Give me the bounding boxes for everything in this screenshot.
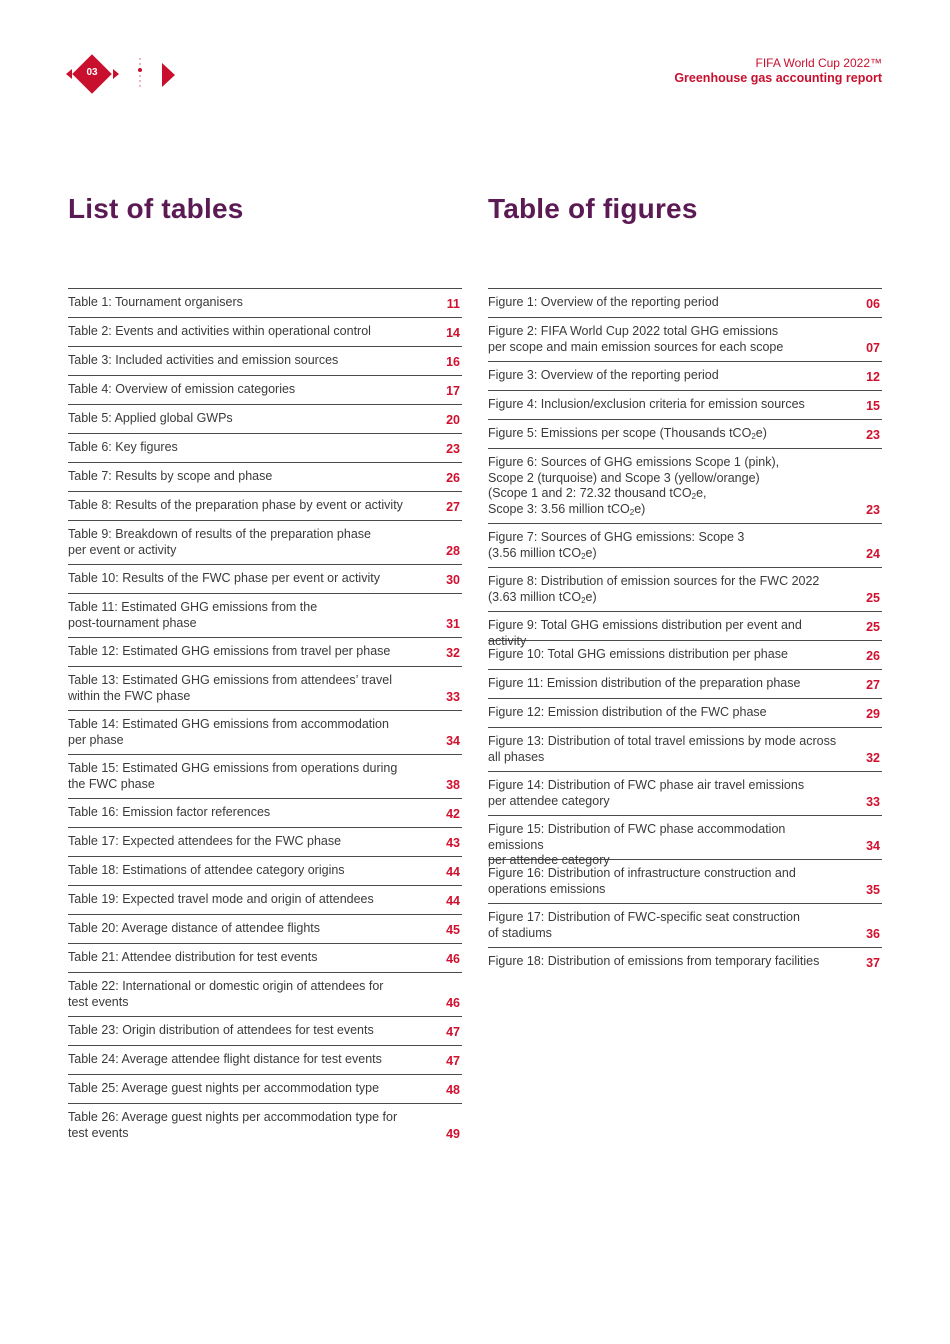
figure-entry-page[interactable]: 37 xyxy=(866,955,880,970)
figure-entry-page[interactable]: 06 xyxy=(866,296,880,311)
figure-entry-page[interactable]: 29 xyxy=(866,706,880,721)
table-entry-label xyxy=(68,857,462,885)
label-text: Table 20: Average distance of attendee flights xyxy=(68,921,321,935)
figure-entry-label xyxy=(488,904,882,947)
figure-entry[interactable] xyxy=(488,318,882,362)
label-text: test events xyxy=(68,1125,129,1140)
figure-entry[interactable] xyxy=(488,699,882,728)
label-text: Figure 6: Sources of GHG emissions Scope 1 (pink), xyxy=(488,455,780,469)
table-entry-label xyxy=(68,318,462,346)
table-entry[interactable] xyxy=(68,1046,462,1075)
table-entry[interactable] xyxy=(68,1104,462,1147)
figure-entry[interactable] xyxy=(488,904,882,948)
table-entry-label xyxy=(68,463,462,491)
table-entry-label xyxy=(68,376,462,404)
figure-entry[interactable] xyxy=(488,524,882,568)
table-entry[interactable] xyxy=(68,405,462,434)
label-text: Table 18: Estimations of attendee category origins xyxy=(68,863,345,877)
label-text: Table 15: Estimated GHG emissions from operations during xyxy=(68,761,398,775)
label-text: Table 16: Emission factor references xyxy=(68,805,271,819)
figure-entry[interactable] xyxy=(488,728,882,772)
label-text: Figure 9: Total GHG emissions distribution per event and activity xyxy=(488,618,802,648)
next-arrow-icon[interactable] xyxy=(113,69,119,79)
prev-arrow-icon[interactable] xyxy=(66,69,72,79)
table-entry[interactable] xyxy=(68,857,462,886)
label-text: e) xyxy=(585,589,597,604)
table-entry[interactable] xyxy=(68,347,462,376)
label-text: Table 3: Included activities and emission sources xyxy=(68,353,339,367)
figure-entry-page[interactable]: 36 xyxy=(866,926,880,941)
label-text: (3.63 million tCO xyxy=(488,589,582,604)
subscript: 2 xyxy=(581,595,586,605)
table-entry[interactable] xyxy=(68,434,462,463)
table-entry[interactable] xyxy=(68,638,462,667)
table-entry-page[interactable]: 47 xyxy=(446,1024,460,1039)
figure-entry[interactable] xyxy=(488,289,882,318)
table-entry[interactable] xyxy=(68,463,462,492)
table-entry-label xyxy=(68,711,462,754)
table-entry-page[interactable]: 26 xyxy=(446,470,460,485)
table-entry-label xyxy=(68,347,462,375)
table-entry-page[interactable]: 17 xyxy=(446,383,460,398)
label-text: Table 7: Results by scope and phase xyxy=(68,469,273,483)
figure-entry[interactable] xyxy=(488,568,882,612)
table-entry[interactable] xyxy=(68,755,462,799)
figure-entry-label xyxy=(488,420,882,448)
label-text: e) xyxy=(755,426,767,440)
list-of-tables-heading: List of tables xyxy=(68,193,244,224)
table-entry-page[interactable]: 33 xyxy=(446,689,460,704)
label-text: Scope 2 (turquoise) and Scope 3 (yellow/orange) xyxy=(488,470,760,485)
label-text: Table 23: Origin distribution of attendees for test events xyxy=(68,1023,374,1037)
figure-entry-label xyxy=(488,391,882,419)
figure-entry-page[interactable]: 26 xyxy=(866,648,880,663)
label-text: Figure 5: Emissions per scope (Thousands tCO xyxy=(488,426,752,440)
table-entry-page[interactable]: 34 xyxy=(446,733,460,748)
label-text: Table 26: Average guest nights per accommodation type for xyxy=(68,1110,398,1124)
figure-entry[interactable] xyxy=(488,612,882,648)
table-entry-page[interactable]: 20 xyxy=(446,412,460,427)
table-entry-page[interactable]: 16 xyxy=(446,354,460,369)
report-event: FIFA World Cup 2022™ xyxy=(755,56,882,70)
table-entry-page[interactable]: 46 xyxy=(446,995,460,1010)
figure-entry[interactable] xyxy=(488,449,882,524)
figure-entry[interactable] xyxy=(488,860,882,904)
table-entry[interactable] xyxy=(68,565,462,594)
table-entry-label xyxy=(68,1075,462,1103)
figure-entry[interactable] xyxy=(488,391,882,420)
label-text: e) xyxy=(634,501,646,516)
label-text: Table 5: Applied global GWPs xyxy=(68,411,233,425)
label-text: Table 1: Tournament organisers xyxy=(68,295,243,309)
table-entry-label xyxy=(68,1104,462,1147)
figure-entry-page[interactable]: 25 xyxy=(866,619,880,634)
label-text: Figure 17: Distribution of FWC-specific seat construction xyxy=(488,910,800,924)
table-entry-label xyxy=(68,886,462,914)
table-entry-label xyxy=(68,638,462,666)
figure-entry-label xyxy=(488,318,882,361)
label-text: e) xyxy=(585,545,597,560)
table-entry-label xyxy=(68,289,462,317)
figure-entry[interactable] xyxy=(488,670,882,699)
label-text: Figure 16: Distribution of infrastructure construction and xyxy=(488,866,796,880)
table-entry-label xyxy=(68,594,462,637)
table-entry[interactable] xyxy=(68,973,462,1017)
table-entry-page[interactable]: 49 xyxy=(446,1126,460,1141)
figure-entry-label xyxy=(488,362,882,390)
label-text: Scope 3: 3.56 million tCO xyxy=(488,501,630,516)
figure-entry-label xyxy=(488,612,882,648)
table-entry[interactable] xyxy=(68,711,462,755)
label-text: Table 22: International or domestic origin of attendees for xyxy=(68,979,384,993)
figure-entry-page[interactable]: 23 xyxy=(866,502,880,517)
subscript: 2 xyxy=(629,507,635,517)
label-text: the FWC phase xyxy=(68,776,155,791)
table-entry-label xyxy=(68,521,462,564)
report-header xyxy=(674,56,882,86)
figure-entry-label xyxy=(488,728,882,771)
label-text: per event or activity xyxy=(68,542,177,557)
figure-entry-page[interactable]: 15 xyxy=(866,398,880,413)
table-of-figures-heading: Table of figures xyxy=(488,193,698,224)
label-text: Table 25: Average guest nights per accommodation type xyxy=(68,1081,380,1095)
figure-entry-page[interactable]: 27 xyxy=(866,677,880,692)
table-entry-page[interactable]: 31 xyxy=(446,616,460,631)
figure-entry-label xyxy=(488,670,882,698)
subscript: 2 xyxy=(691,492,697,501)
label-text: Figure 3: Overview of the reporting period xyxy=(488,368,719,382)
table-entry[interactable] xyxy=(68,915,462,944)
label-text: within the FWC phase xyxy=(68,688,191,703)
table-entry-label xyxy=(68,1046,462,1074)
figure-entry-label xyxy=(488,641,882,669)
figure-entry-page[interactable]: 33 xyxy=(866,794,880,809)
figure-entry-label xyxy=(488,860,882,903)
table-entry[interactable] xyxy=(68,594,462,638)
figure-entry-page[interactable]: 12 xyxy=(866,369,880,384)
figure-entry-label xyxy=(488,289,882,317)
figure-entry-page[interactable]: 07 xyxy=(866,340,880,355)
table-entry-label xyxy=(68,492,462,520)
figure-entry-page[interactable]: 34 xyxy=(866,838,880,853)
figure-entry-label xyxy=(488,816,882,867)
table-entry-page[interactable]: 44 xyxy=(446,864,460,879)
label-text: Figure 13: Distribution of total travel emissions by mode across xyxy=(488,734,837,748)
label-text: all phases xyxy=(488,749,545,764)
figure-entry[interactable] xyxy=(488,420,882,449)
subscript: 2 xyxy=(751,432,756,441)
table-entry-page[interactable]: 45 xyxy=(446,922,460,937)
table-entry[interactable] xyxy=(68,799,462,828)
label-text: Figure 4: Inclusion/exclusion criteria for emission sources xyxy=(488,397,805,411)
table-entry-label xyxy=(68,828,462,856)
table-entry[interactable] xyxy=(68,1017,462,1046)
label-text: per attendee category xyxy=(488,793,610,808)
label-text: Table 6: Key figures xyxy=(68,440,178,454)
label-text: Table 21: Attendee distribution for test events xyxy=(68,950,318,964)
label-text: per scope and main emission sources for each scope xyxy=(488,339,784,354)
label-text: Figure 10: Total GHG emissions distribution per phase xyxy=(488,647,788,661)
table-entry-label xyxy=(68,944,462,972)
table-entry-page[interactable]: 11 xyxy=(446,296,460,311)
table-entry[interactable] xyxy=(68,944,462,973)
table-entry[interactable] xyxy=(68,1075,462,1104)
figure-entry[interactable] xyxy=(488,948,882,976)
figure-entry[interactable] xyxy=(488,772,882,816)
label-text: Table 19: Expected travel mode and origin of attendees xyxy=(68,892,374,906)
label-text: post-tournament phase xyxy=(68,615,197,630)
page-navigation xyxy=(66,56,186,96)
table-entry-label xyxy=(68,434,462,462)
subscript: 2 xyxy=(581,551,586,561)
figure-entry-page[interactable]: 23 xyxy=(866,427,880,442)
figure-entry-label xyxy=(488,449,882,523)
table-entry-page[interactable]: 38 xyxy=(446,777,460,792)
label-text: Figure 7: Sources of GHG emissions: Scope 3 xyxy=(488,530,745,544)
list-of-tables xyxy=(68,288,462,1147)
table-entry-page[interactable]: 46 xyxy=(446,951,460,966)
label-text: Figure 11: Emission distribution of the preparation phase xyxy=(488,676,801,690)
label-text: e, xyxy=(696,486,707,500)
table-entry-page[interactable]: 47 xyxy=(446,1053,460,1068)
label-text: Figure 2: FIFA World Cup 2022 total GHG emissions xyxy=(488,324,779,338)
table-entry-page[interactable]: 44 xyxy=(446,893,460,908)
label-text: Figure 18: Distribution of emissions from temporary facilities xyxy=(488,954,820,968)
table-entry[interactable] xyxy=(68,289,462,318)
label-text: Table 10: Results of the FWC phase per event or activity xyxy=(68,571,380,585)
label-text: Table 8: Results of the preparation phase by event or activity xyxy=(68,498,403,512)
page-number: 03 xyxy=(86,67,98,78)
label-text: test events xyxy=(68,994,129,1009)
label-text: Figure 1: Overview of the reporting period xyxy=(488,295,719,309)
table-entry-label xyxy=(68,799,462,827)
label-text: Table 14: Estimated GHG emissions from accommodation xyxy=(68,717,389,731)
dotted-divider-icon xyxy=(138,58,142,90)
table-entry-page[interactable]: 43 xyxy=(446,835,460,850)
table-entry-page[interactable]: 23 xyxy=(446,441,460,456)
label-text: Table 13: Estimated GHG emissions from attendees’ travel xyxy=(68,673,392,687)
label-text: Table 2: Events and activities within operational control xyxy=(68,324,371,338)
label-text: Figure 8: Distribution of emission sources for the FWC 2022 xyxy=(488,574,820,588)
table-entry-page[interactable]: 27 xyxy=(446,499,460,514)
label-text: (Scope 1 and 2: 72.32 thousand tCO xyxy=(488,486,692,500)
label-text: Figure 14: Distribution of FWC phase air travel emissions xyxy=(488,778,805,792)
table-of-figures xyxy=(488,288,882,976)
table-entry[interactable] xyxy=(68,521,462,565)
table-entry-label xyxy=(68,667,462,710)
figure-entry-page[interactable]: 24 xyxy=(866,546,880,561)
figure-entry-page[interactable]: 32 xyxy=(866,750,880,765)
table-entry-page[interactable]: 42 xyxy=(446,806,460,821)
table-entry-label xyxy=(68,915,462,943)
label-text: Table 4: Overview of emission categories xyxy=(68,382,296,396)
label-text: Table 11: Estimated GHG emissions from the xyxy=(68,600,318,614)
figure-entry-page[interactable]: 35 xyxy=(866,882,880,897)
label-text: per phase xyxy=(68,732,124,747)
table-entry-label xyxy=(68,1017,462,1045)
table-entry[interactable] xyxy=(68,318,462,347)
label-text: of stadiums xyxy=(488,925,552,940)
label-text: operations emissions xyxy=(488,881,606,896)
figure-entry-label xyxy=(488,772,882,815)
label-text: Table 9: Breakdown of results of the preparation phase xyxy=(68,527,371,541)
label-text: Table 17: Expected attendees for the FWC phase xyxy=(68,834,342,848)
table-entry[interactable] xyxy=(68,667,462,711)
table-entry-page[interactable]: 48 xyxy=(446,1082,460,1097)
figure-entry-label xyxy=(488,699,882,727)
figure-entry[interactable] xyxy=(488,816,882,867)
table-entry-label xyxy=(68,755,462,798)
table-entry-label xyxy=(68,565,462,593)
table-entry[interactable] xyxy=(68,492,462,521)
table-entry-page[interactable]: 14 xyxy=(446,325,460,340)
table-entry[interactable] xyxy=(68,376,462,405)
label-text: per attendee category xyxy=(488,853,610,867)
next-page-icon[interactable] xyxy=(162,63,175,87)
table-entry-label xyxy=(68,973,462,1016)
label-text: Table 12: Estimated GHG emissions from travel per phase xyxy=(68,644,391,658)
label-text: Figure 15: Distribution of FWC phase accommodation emissions xyxy=(488,822,786,852)
figure-entry-label xyxy=(488,568,882,611)
report-title: Greenhouse gas accounting report xyxy=(674,71,882,85)
label-text: (3.56 million tCO xyxy=(488,545,582,560)
figure-entry[interactable] xyxy=(488,362,882,391)
table-entry-page[interactable]: 32 xyxy=(446,645,460,660)
figure-entry[interactable] xyxy=(488,641,882,670)
label-text: Table 24: Average attendee flight distance for test events xyxy=(68,1052,382,1066)
label-text: Figure 12: Emission distribution of the FWC phase xyxy=(488,705,767,719)
table-entry[interactable] xyxy=(68,886,462,915)
table-entry-label xyxy=(68,405,462,433)
figure-entry-page[interactable]: 25 xyxy=(866,590,880,605)
table-entry-page[interactable]: 30 xyxy=(446,572,460,587)
figure-entry-label xyxy=(488,524,882,567)
table-entry[interactable] xyxy=(68,828,462,857)
table-entry-page[interactable]: 28 xyxy=(446,543,460,558)
figure-entry-label xyxy=(488,948,882,976)
